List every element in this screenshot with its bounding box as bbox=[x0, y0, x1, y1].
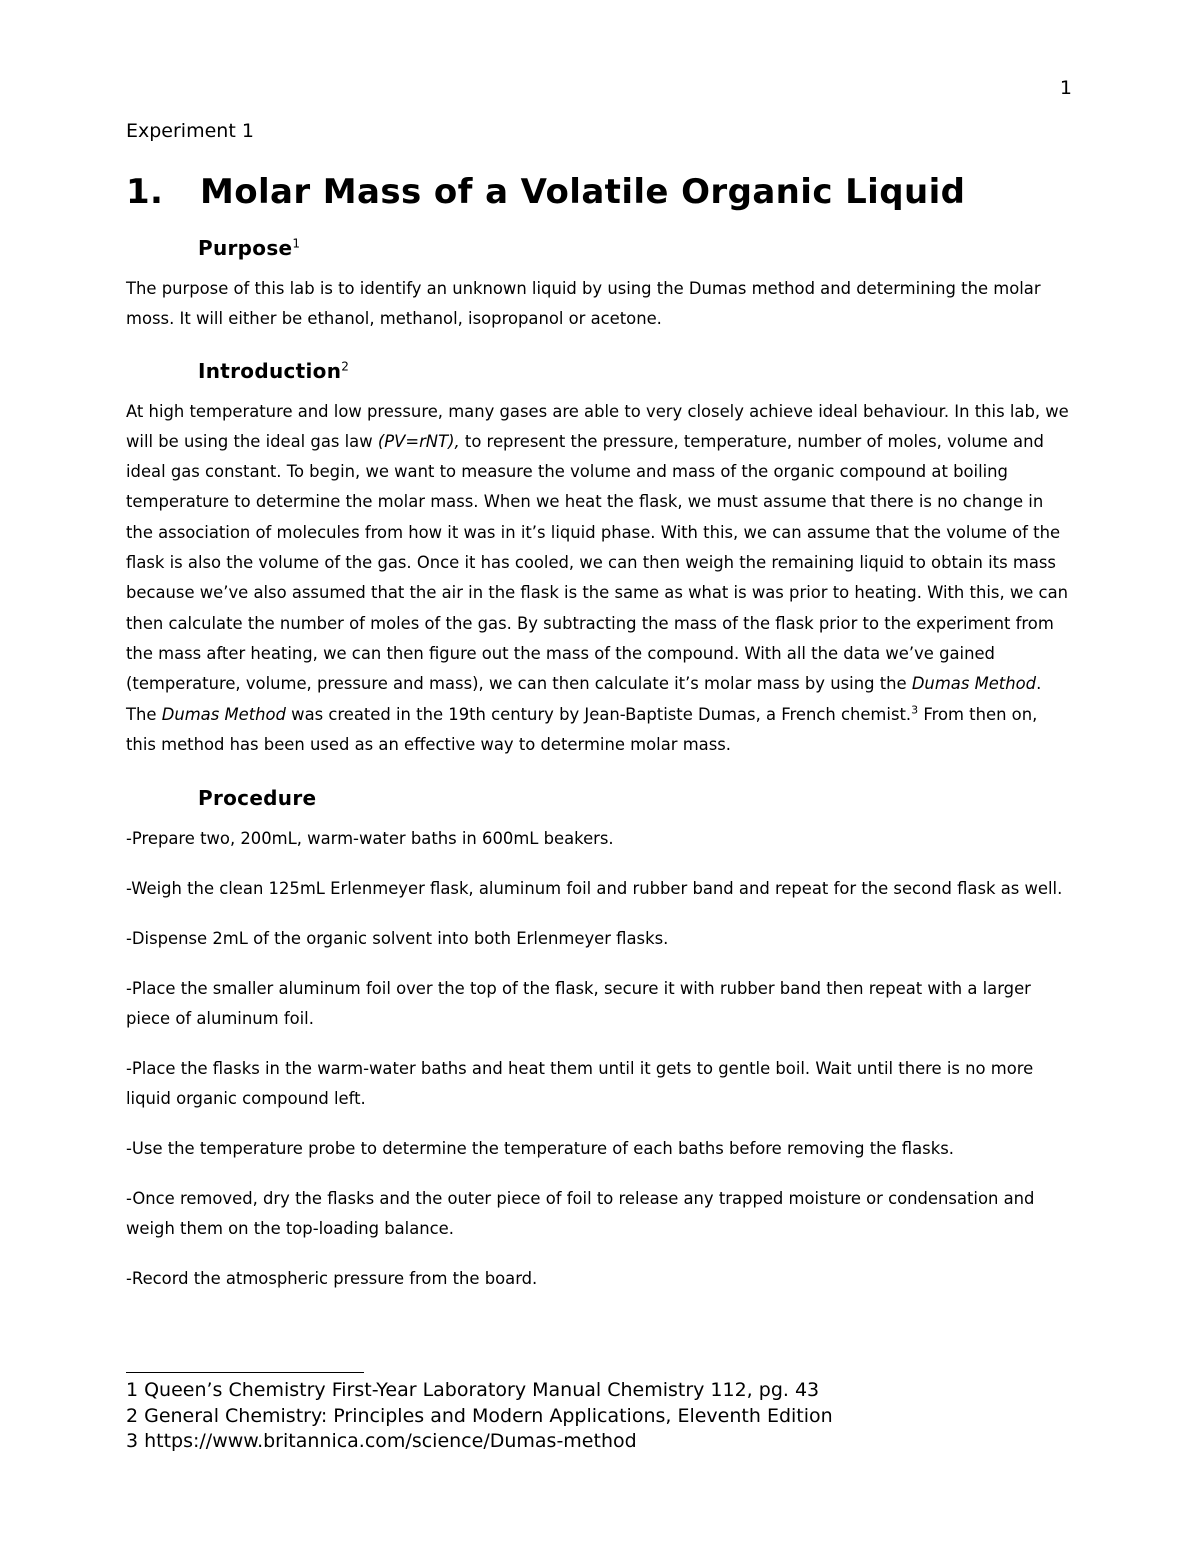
heading-text: Molar Mass of a Volatile Organic Liquid bbox=[200, 172, 966, 212]
intro-footnote-ref: 3 bbox=[911, 703, 919, 717]
introduction-title: Introduction bbox=[198, 358, 342, 383]
dumas-method-term: Dumas Method bbox=[911, 674, 1037, 694]
heading-number: 1. bbox=[126, 172, 164, 212]
footnote-text: Queen’s Chemistry First-Year Laboratory Manual Chemistry 112, pg. 43 bbox=[144, 1379, 820, 1401]
procedure-step: -Once removed, dry the flasks and the outer piece of foil to release any trapped moisture or condensation and weigh them on the top-loading balance. bbox=[126, 1188, 1035, 1238]
intro-text-4: was created in the 19th century by Jean-Baptiste Dumas, a French chemist. bbox=[285, 704, 912, 724]
introduction-footnote-ref: 2 bbox=[341, 358, 350, 373]
introduction-paragraph bbox=[126, 397, 1072, 761]
procedure-step: -Prepare two, 200mL, warm-water baths in 600mL beakers. bbox=[126, 829, 614, 849]
purpose-heading bbox=[198, 234, 1072, 262]
ideal-gas-equation: (PV=rNT), bbox=[377, 431, 460, 451]
purpose-title: Purpose bbox=[198, 236, 293, 260]
procedure-heading: Procedure bbox=[198, 786, 317, 811]
intro-text-1: At high temperature and low pressure, many gases are able to very closely achieve ideal behaviour. In this lab, we will be using the ideal gas law bbox=[126, 401, 1069, 451]
footnote-number: 1 bbox=[126, 1379, 139, 1401]
procedure-step: -Record the atmospheric pressure from the board. bbox=[126, 1268, 538, 1288]
purpose-paragraph: The purpose of this lab is to identify an unknown liquid by using the Dumas method and determining the molar moss. It will either be ethanol, methanol, isopropanol or acetone. bbox=[126, 279, 1041, 329]
procedure-step: -Weigh the clean 125mL Erlenmeyer flask, aluminum foil and rubber band and repeat for the second flask as well. bbox=[126, 878, 1063, 898]
procedure-step: -Dispense 2mL of the organic solvent into both Erlenmeyer flasks. bbox=[126, 928, 669, 948]
procedure-step: -Place the flasks in the warm-water baths and heat them until it gets to gentle boil. Wait until there is no more liquid organic compound left. bbox=[126, 1058, 1034, 1108]
footnote-number: 3 bbox=[126, 1430, 139, 1452]
intro-text-3: . The bbox=[126, 674, 1042, 724]
page-number: 1 bbox=[1059, 77, 1072, 99]
footnote-number: 2 bbox=[126, 1404, 139, 1427]
footnote-link[interactable]: https://www.britannica.com/science/Dumas-method bbox=[144, 1430, 637, 1452]
purpose-footnote-ref: 1 bbox=[292, 236, 301, 251]
footnote-text: General Chemistry: Principles and Modern Applications, Eleventh Edition bbox=[144, 1404, 833, 1427]
footnote bbox=[126, 1429, 1072, 1455]
introduction-heading bbox=[198, 357, 1072, 385]
procedure-step: -Place the smaller aluminum foil over the top of the flask, secure it with rubber band then repeat with a larger piece of aluminum foil. bbox=[126, 978, 1031, 1028]
document-body bbox=[126, 118, 1072, 1313]
footnote bbox=[126, 1404, 1072, 1430]
main-heading bbox=[126, 170, 1072, 214]
running-title: Experiment 1 bbox=[126, 120, 254, 142]
procedure-steps bbox=[126, 824, 1072, 1294]
footnotes bbox=[126, 1378, 1072, 1455]
footnote bbox=[126, 1378, 1072, 1404]
footnote-separator bbox=[126, 1372, 364, 1373]
intro-text-5: From then on, this method has been used as an effective way to determine molar mass. bbox=[126, 704, 1038, 754]
procedure-step: -Use the temperature probe to determine the temperature of each baths before removing the flasks. bbox=[126, 1138, 954, 1158]
dumas-method-term: Dumas Method bbox=[161, 704, 286, 724]
intro-text-2: to represent the pressure, temperature, number of moles, volume and ideal gas constant. To begin, we want to measure the volume and mass of the organic compound at boiling temperature to determine the molar mass. When we heat the flask, we must assume that there is no change in the association of molecules from how it was in it’s liquid phase. With this, we can assume that the volume of the flask is also the volume of the gas. Once it has cooled, we can then weigh the remaining liquid to obtain its mass because we’ve also assumed that the air in the flask is the same as what is was prior to heating. With this, we can then calculate the number of moles of the gas. By subtracting the mass of the flask prior to the experiment from the mass after heating, we can then figure out the mass of the compound. With all the data we’ve gained (temperature, volume, pressure and mass), we can then calculate it’s molar mass by using the bbox=[126, 431, 1069, 694]
